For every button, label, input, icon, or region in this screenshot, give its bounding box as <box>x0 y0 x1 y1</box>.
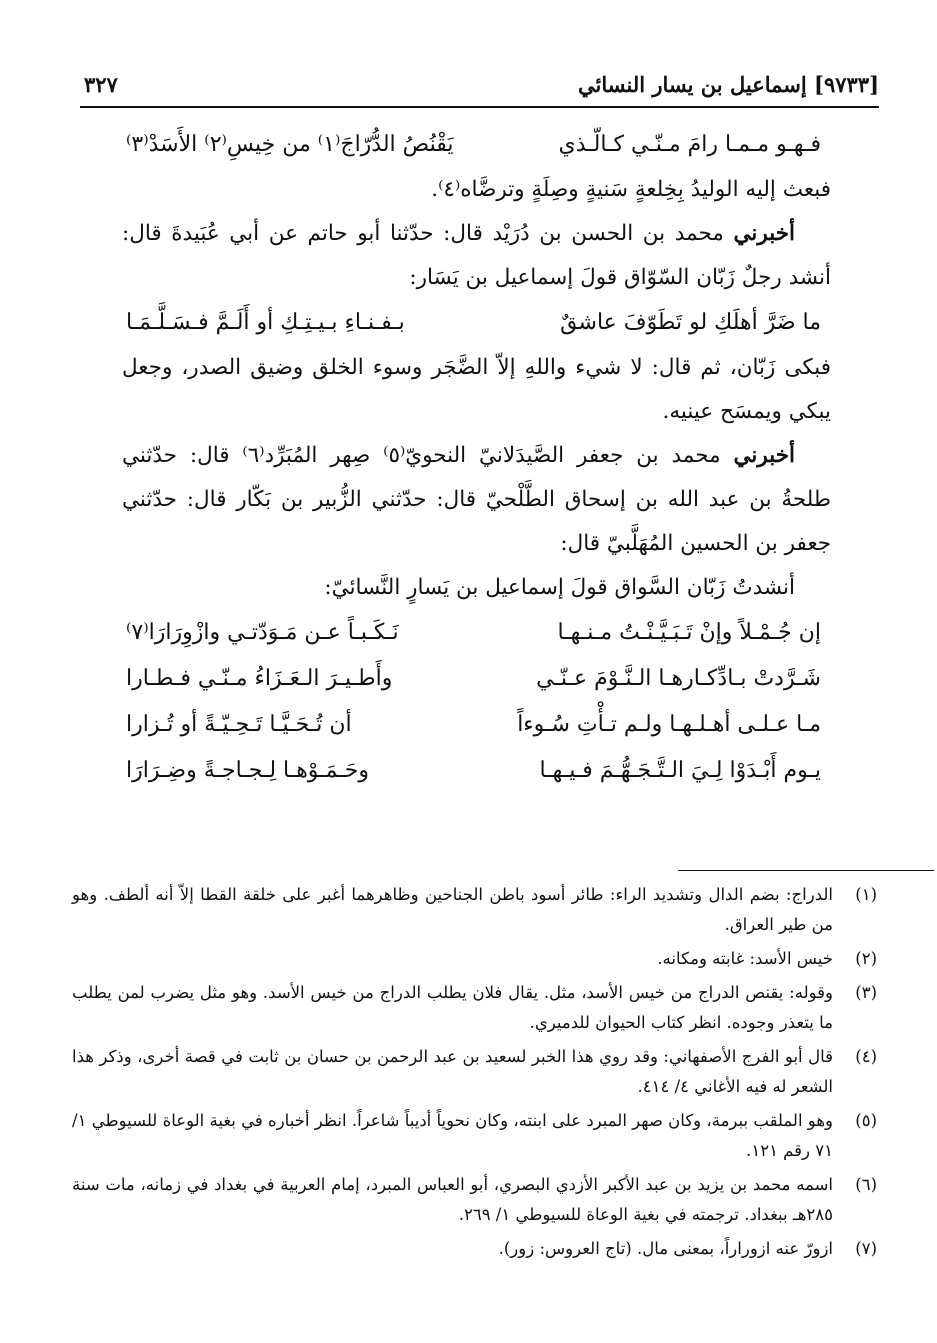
verse-line <box>122 656 831 702</box>
footnote-text: خيس الأسد: غابته ومكانه. <box>657 949 833 968</box>
footnote-text: ازورّ عنه ازوراراً، بمعنى مال. (تاج العروس: زور). <box>498 1239 833 1258</box>
footnote-text: وقوله: يقنص الدراج من خيس الأسد، مثل. يقال فلان يطلب الدراج من خيس الأسد. وهو مثل يضرب لمن يطلب ما يتعذر وجوده. انظر كتاب الحيوان للدميري. <box>72 983 833 1032</box>
verse-hemistich-second: بـفـنـاءِ بـيـتِـكِ أو أَلَـمَّ فـسَـلَّـمَـا <box>126 310 405 335</box>
paragraph: أنشدتُ زَبّان السَّواق قولَ إسماعيل بن يَسارٍ النَّسائيّ: <box>324 575 795 600</box>
footnote <box>72 1042 879 1102</box>
footnote-number: (١) <box>855 885 877 904</box>
verse-hemistich-first: شَـرَّدتْ بـادِّكـارهـا الـنَّـوْمَ عـنّـي <box>536 666 821 691</box>
footnote <box>72 1234 879 1264</box>
paragraph <box>122 212 831 300</box>
footnote-number: (٤) <box>855 1047 877 1066</box>
main-text <box>122 122 831 794</box>
footnote-number: (٥) <box>855 1111 877 1130</box>
footnote-number: (٧) <box>855 1239 877 1258</box>
footnotes <box>72 880 879 1268</box>
verse-line <box>122 748 831 794</box>
header-rule <box>80 106 879 108</box>
paragraph: فبكى زَبّان، ثم قال: لا شيء واللهِ إلاّ الضَّجَر وسوء الخلق وضيق الصدر، وجعل يبكي ويمسَح عينيه. <box>122 355 831 424</box>
paragraph: فبعث إليه الوليدُ بِخِلعةٍ سَنيةٍ وصِلَةٍ وترضَّاه⁽٤⁾. <box>431 177 831 202</box>
verse-hemistich-first: فـهـو مـمـا رامَ مـنّـي كـالّـذي <box>558 132 821 157</box>
footnote-number: (٢) <box>855 949 877 968</box>
verse-hemistich-second: نَـكَـبـاً عـن مَـوَدّتـي وازْوِرَارَا⁽٧⁾ <box>126 620 399 645</box>
footnote-text: قال أبو الفرج الأصفهاني: وقد روي هذا الخبر لسعيد بن عبد الرحمن بن حسان بن ثابت في قصة أخرى، وذكر هذا الشعر له فيه الأغاني ٤/ ٤١٤. <box>72 1047 833 1096</box>
footnote-number: (٣) <box>855 983 877 1002</box>
verse-hemistich-first: إن جُـمْـلاً وإنْ تَـبَـيَّـنْـتُ مـنـهـا <box>557 620 821 645</box>
footnote <box>72 944 879 974</box>
verse-hemistich-first: مـا عـلـى أهـلـهـا ولـم تـأْتِ سُـوءاً <box>517 712 821 737</box>
footnote-rule <box>678 870 934 871</box>
paragraph-text: محمد بن جعفر الصَّيدَلانيّ النحويّ⁽٥⁾ صِهر المُبَرِّد⁽٦⁾ قال: حدّثني طلحةُ بن عبد الله بن إسحاق الطَّلْحيّ قال: حدّثني الزُّبير بن بَكّار قال: حدّثني جعفر بن الحسين المُهَلَّبيّ قال: <box>122 443 831 556</box>
verse-hemistich-first: يـوم أَبْـدَوْا لِـيَ الـتَّـجَـهُّـمَ فـيـهـا <box>539 758 821 783</box>
paragraph-lead-word: أخبرني <box>733 221 795 246</box>
footnote-text: اسمه محمد بن يزيد بن عبد الأكبر الأزدي البصري، أبو العباس المبرد، إمام العربية في بغداد في زمانه، مات سنة ٢٨٥هـ ببغداد. ترجمته في بغية الوعاة للسيوطي ١/ ٢٦٩. <box>72 1175 833 1224</box>
footnote <box>72 880 879 940</box>
page-number: ٣٢٧ <box>84 71 118 97</box>
verse-hemistich-second: يَقْنُصُ الدُّرّاجَ⁽١⁾ من خِيسِ⁽٢⁾ الأَسَدْ⁽٣⁾ <box>126 132 454 157</box>
verse-hemistich-second: وأَطـيـرَ الـعَـزَاءُ مـنّـي فـطـارا <box>126 666 393 691</box>
footnote-number: (٦) <box>855 1175 877 1194</box>
paragraph <box>122 434 831 566</box>
footnote <box>72 1106 879 1166</box>
footnote <box>72 1170 879 1230</box>
footnote <box>72 978 879 1038</box>
paragraph-text: محمد بن الحسن بن دُرَيْد قال: حدّثنا أبو حاتم عن أبي عُبَيدةَ قال: أنشد رجلٌ زَبّان السّوّاق قولَ إسماعيل بن يَسَار: <box>122 221 831 290</box>
verse-hemistich-second: أن تُـحَـيَّـا تَـحِـيّـةً أو تُـزارا <box>126 712 352 737</box>
verse-hemistich-second: وحَـمَـوْهـا لِـجـاجـةً وضِـرَارَا <box>126 758 370 783</box>
footnote-text: الدراج: بضم الدال وتشديد الراء: طائر أسود باطن الجناحين وظاهرهما أغبر على خلقة القطا إلاّ أنه ألطف. وهو من طير العراق. <box>72 885 833 934</box>
verse-line <box>122 300 831 346</box>
running-header <box>84 66 879 102</box>
paragraph-lead-word: أخبرني <box>733 443 795 468</box>
verse-hemistich-first: ما ضَرَّ أهلَكِ لو تَطَوّفَ عاشقٌ <box>560 310 821 335</box>
running-title: [٩٧٣٣] إسماعيل بن يسار النسائي <box>578 71 879 97</box>
footnote-text: وهو الملقب ببرمة، وكان صهر المبرد على ابنته، وكان نحوياً أديباً شاعراً. انظر أخباره في بغية الوعاة للسيوطي ١/ ٧١ رقم ١٢١. <box>72 1111 833 1160</box>
verse-line <box>122 702 831 748</box>
verse-line <box>122 610 831 656</box>
verse-line <box>122 122 831 168</box>
